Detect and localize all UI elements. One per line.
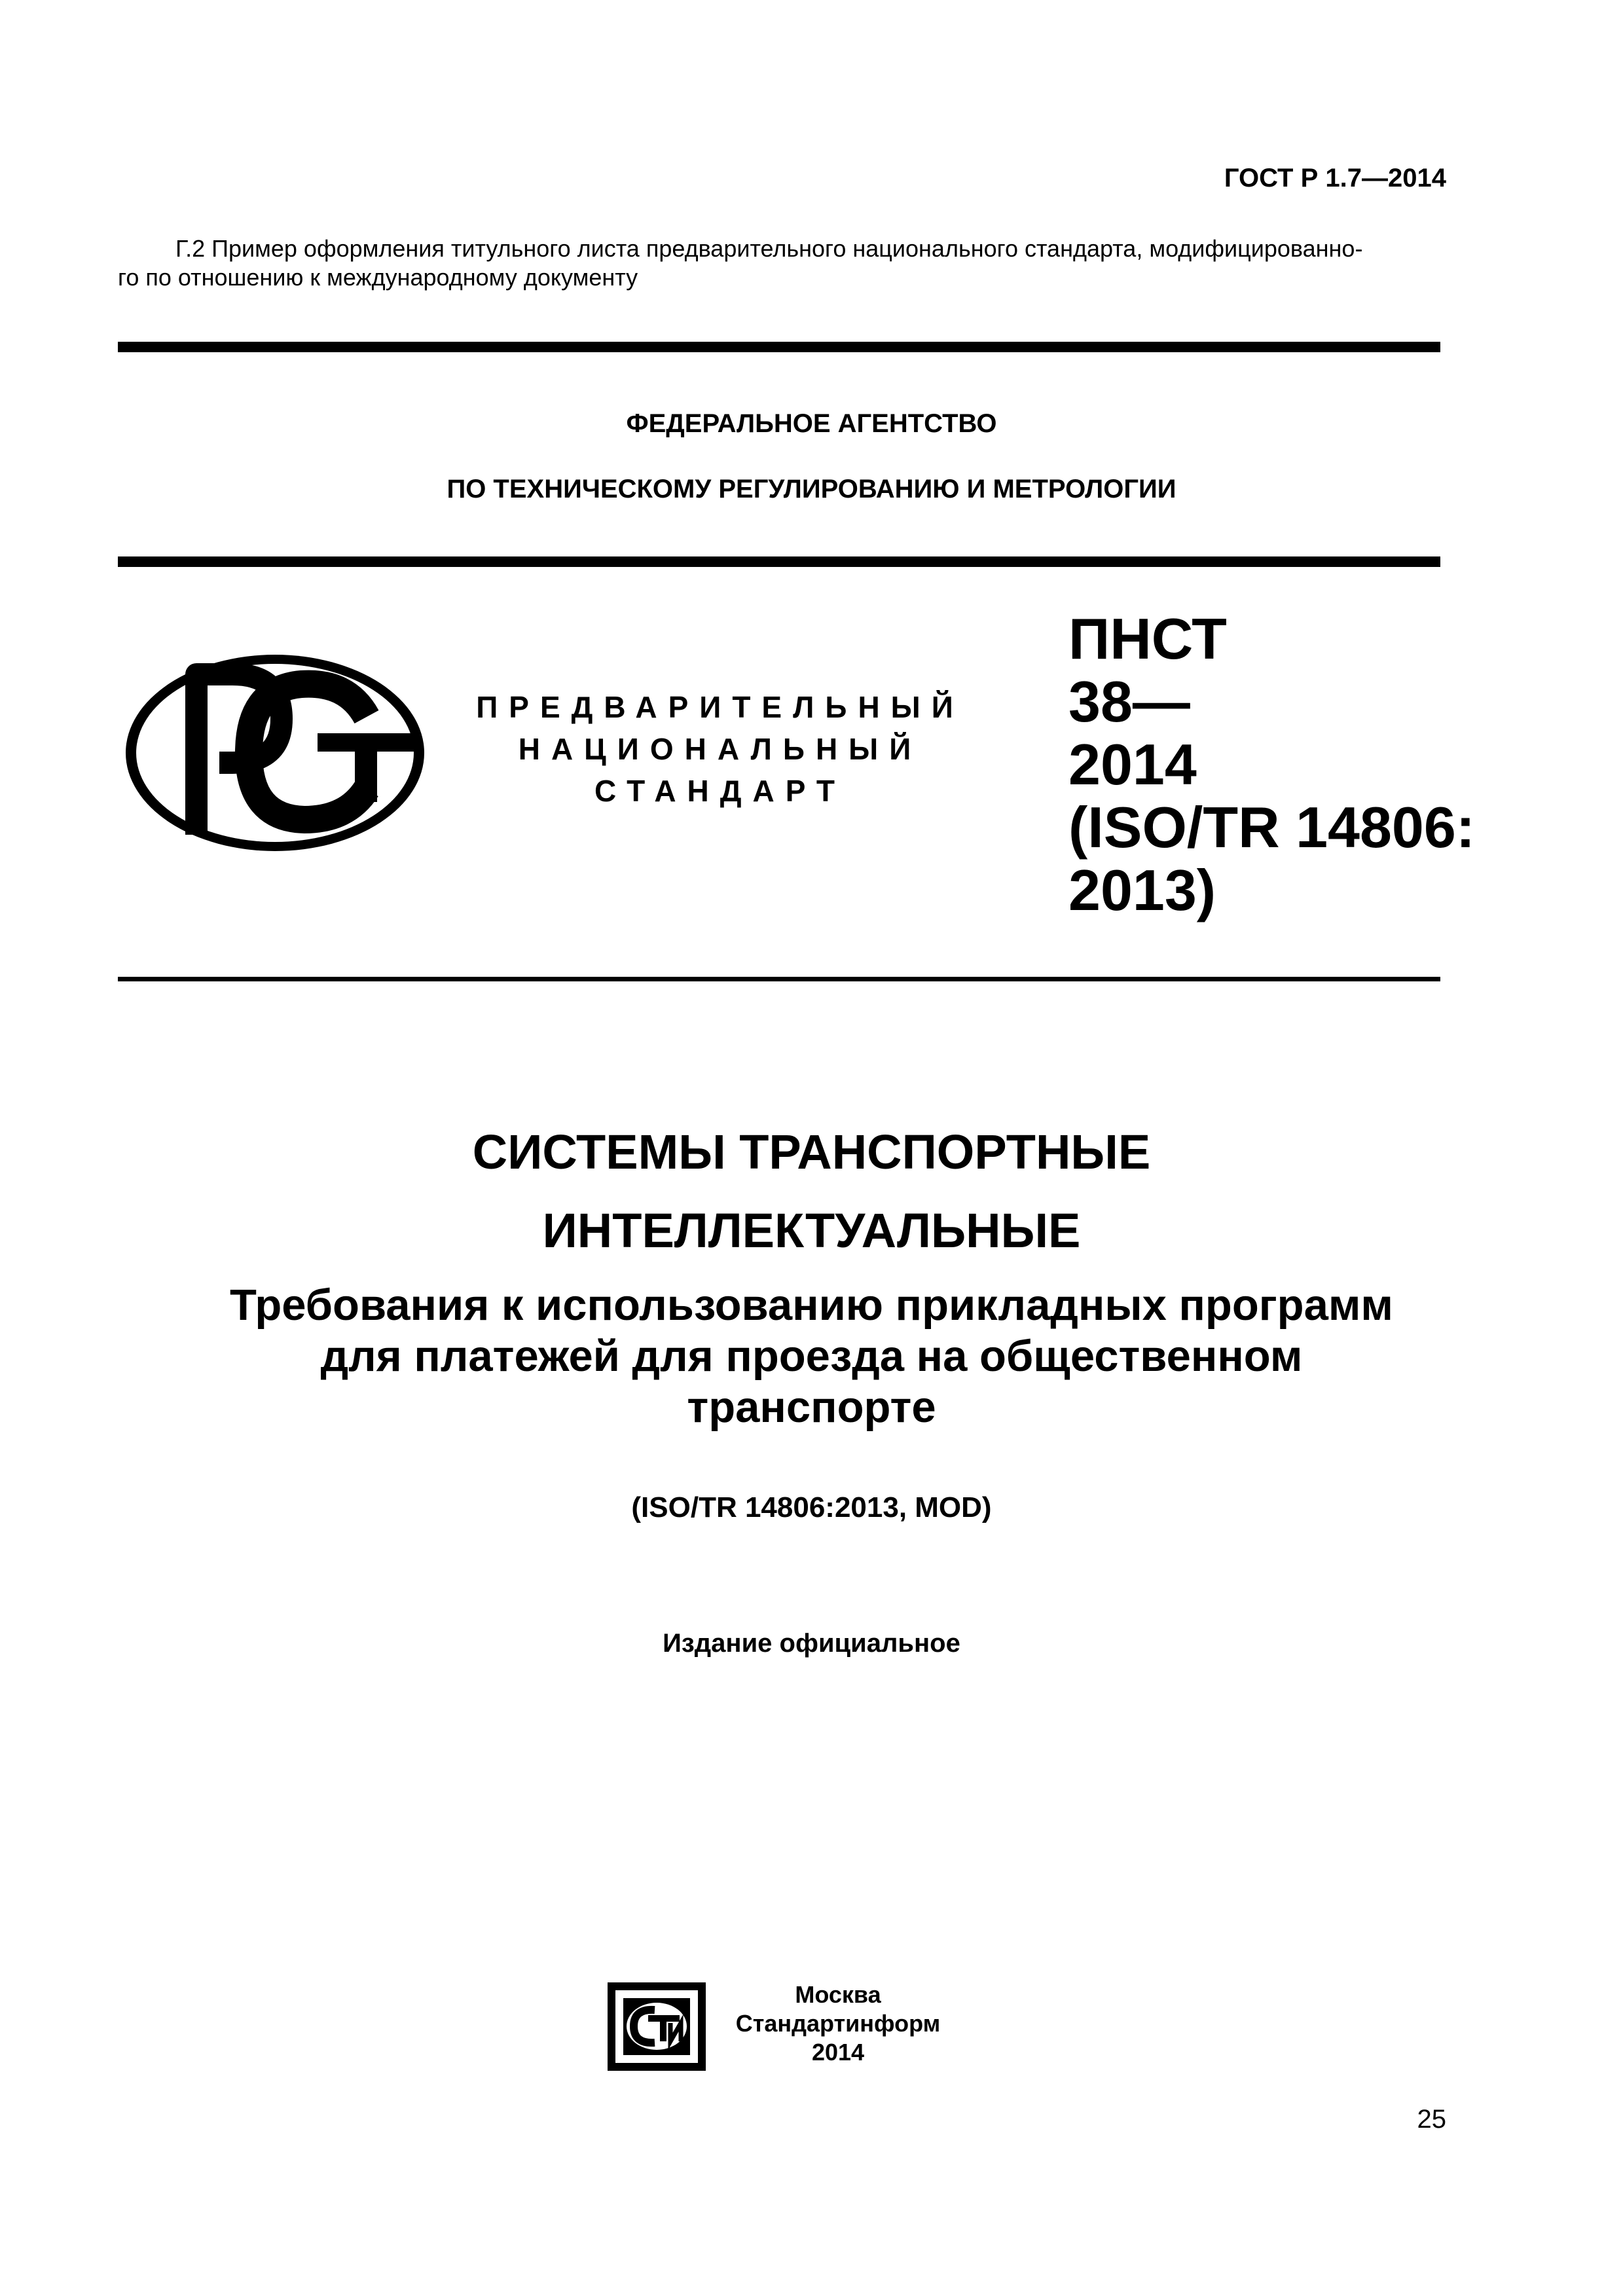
document-code: ГОСТ Р 1.7—2014 <box>1224 164 1446 192</box>
title-line-1: СИСТЕМЫ ТРАНСПОРТНЫЕ <box>472 1125 1151 1179</box>
agency-line-2: ПО ТЕХНИЧЕСКОМУ РЕГУЛИРОВАНИЮ И МЕТРОЛОГИИ <box>447 475 1176 503</box>
publisher-logo-icon <box>608 1982 706 2071</box>
agency-bottom-rule <box>118 556 1440 567</box>
example-caption <box>118 234 1447 292</box>
standard-number-line-2: 38— <box>1068 669 1190 734</box>
standard-number-line-4: (ISO/TR 14806: <box>1068 795 1476 860</box>
standard-type-line-1: ПРЕДВАРИТЕЛЬНЫЙ <box>476 690 964 724</box>
page-number: 25 <box>1417 2105 1446 2134</box>
standard-number-line-5: 2013) <box>1068 858 1216 922</box>
rst-logo-icon <box>118 648 432 858</box>
standard-number <box>1068 606 1476 922</box>
document-subtitle <box>0 1280 1623 1433</box>
subtitle-line-2: для платежей для проезда на общественном <box>320 1332 1303 1381</box>
standard-number-line-1: ПНСТ <box>1068 606 1227 671</box>
standard-number-line-3: 2014 <box>1068 732 1197 797</box>
title-line-2: ИНТЕЛЛЕКТУАЛЬНЫЕ <box>542 1203 1081 1258</box>
header-bottom-rule <box>118 977 1440 981</box>
caption-line-2: го по отношению к международному документу <box>118 264 638 291</box>
agency-line-1: ФЕДЕРАЛЬНОЕ АГЕНТСТВО <box>626 409 997 438</box>
standard-type-line-2: НАЦИОНАЛЬНЫЙ <box>518 732 922 766</box>
top-rule <box>118 342 1440 352</box>
publisher-info <box>714 1980 962 2067</box>
publisher-year: 2014 <box>811 2039 865 2066</box>
edition-label: Издание официальное <box>663 1629 960 1658</box>
standard-type-line-3: СТАНДАРТ <box>594 774 846 808</box>
document-title <box>0 1113 1623 1270</box>
publisher-name: Стандартинформ <box>735 2010 941 2037</box>
subtitle-line-1: Требования к использованию прикладных программ <box>229 1281 1393 1330</box>
publisher-city: Москва <box>795 1981 881 2008</box>
subtitle-line-3: транспорте <box>687 1383 936 1432</box>
international-reference: (ISO/TR 14806:2013, MOD) <box>631 1491 992 1523</box>
caption-line-1: Г.2 Пример оформления титульного листа предварительного национального стандарта, модифицированно- <box>175 235 1363 262</box>
standard-type <box>406 686 1034 812</box>
